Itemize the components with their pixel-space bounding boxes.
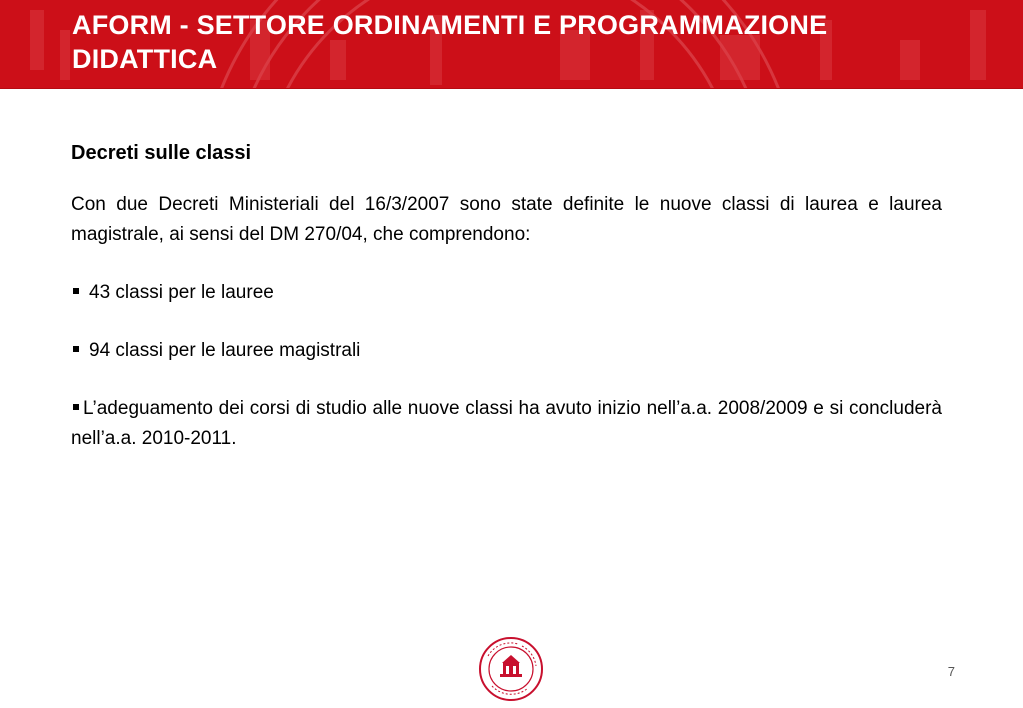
main-content	[71, 138, 942, 454]
bullet-square-icon	[73, 404, 79, 410]
closing-paragraph	[71, 394, 942, 454]
bullet-square-icon	[73, 288, 79, 294]
bullet-square-icon	[73, 346, 79, 352]
intro-paragraph: Con due Decreti Ministeriali del 16/3/2007 sono state definite le nuove classi di laurea e laurea magistrale, ai sensi del DM 270/04, che comprendono:	[71, 194, 942, 245]
list-item	[71, 278, 942, 308]
page-number: 7	[947, 664, 955, 679]
closing-text: L’adeguamento dei corsi di studio alle nuove classi ha avuto inizio nell’a.a. 2008/2009 e si concluderà nell’a.a. 2010-2011.	[71, 398, 942, 449]
list-item-text: 94 classi per le lauree magistrali	[89, 340, 361, 361]
list-item	[71, 336, 942, 366]
university-seal-icon	[478, 636, 544, 702]
university-seal-logo	[478, 636, 544, 707]
section-heading: Decreti sulle classi	[71, 142, 252, 164]
page-title: AFORM - SETTORE ORDINAMENTI E PROGRAMMAZIONE DIDATTICA	[72, 10, 828, 74]
header-banner	[0, 0, 1023, 89]
list-item-text: 43 classi per le lauree	[89, 282, 274, 303]
